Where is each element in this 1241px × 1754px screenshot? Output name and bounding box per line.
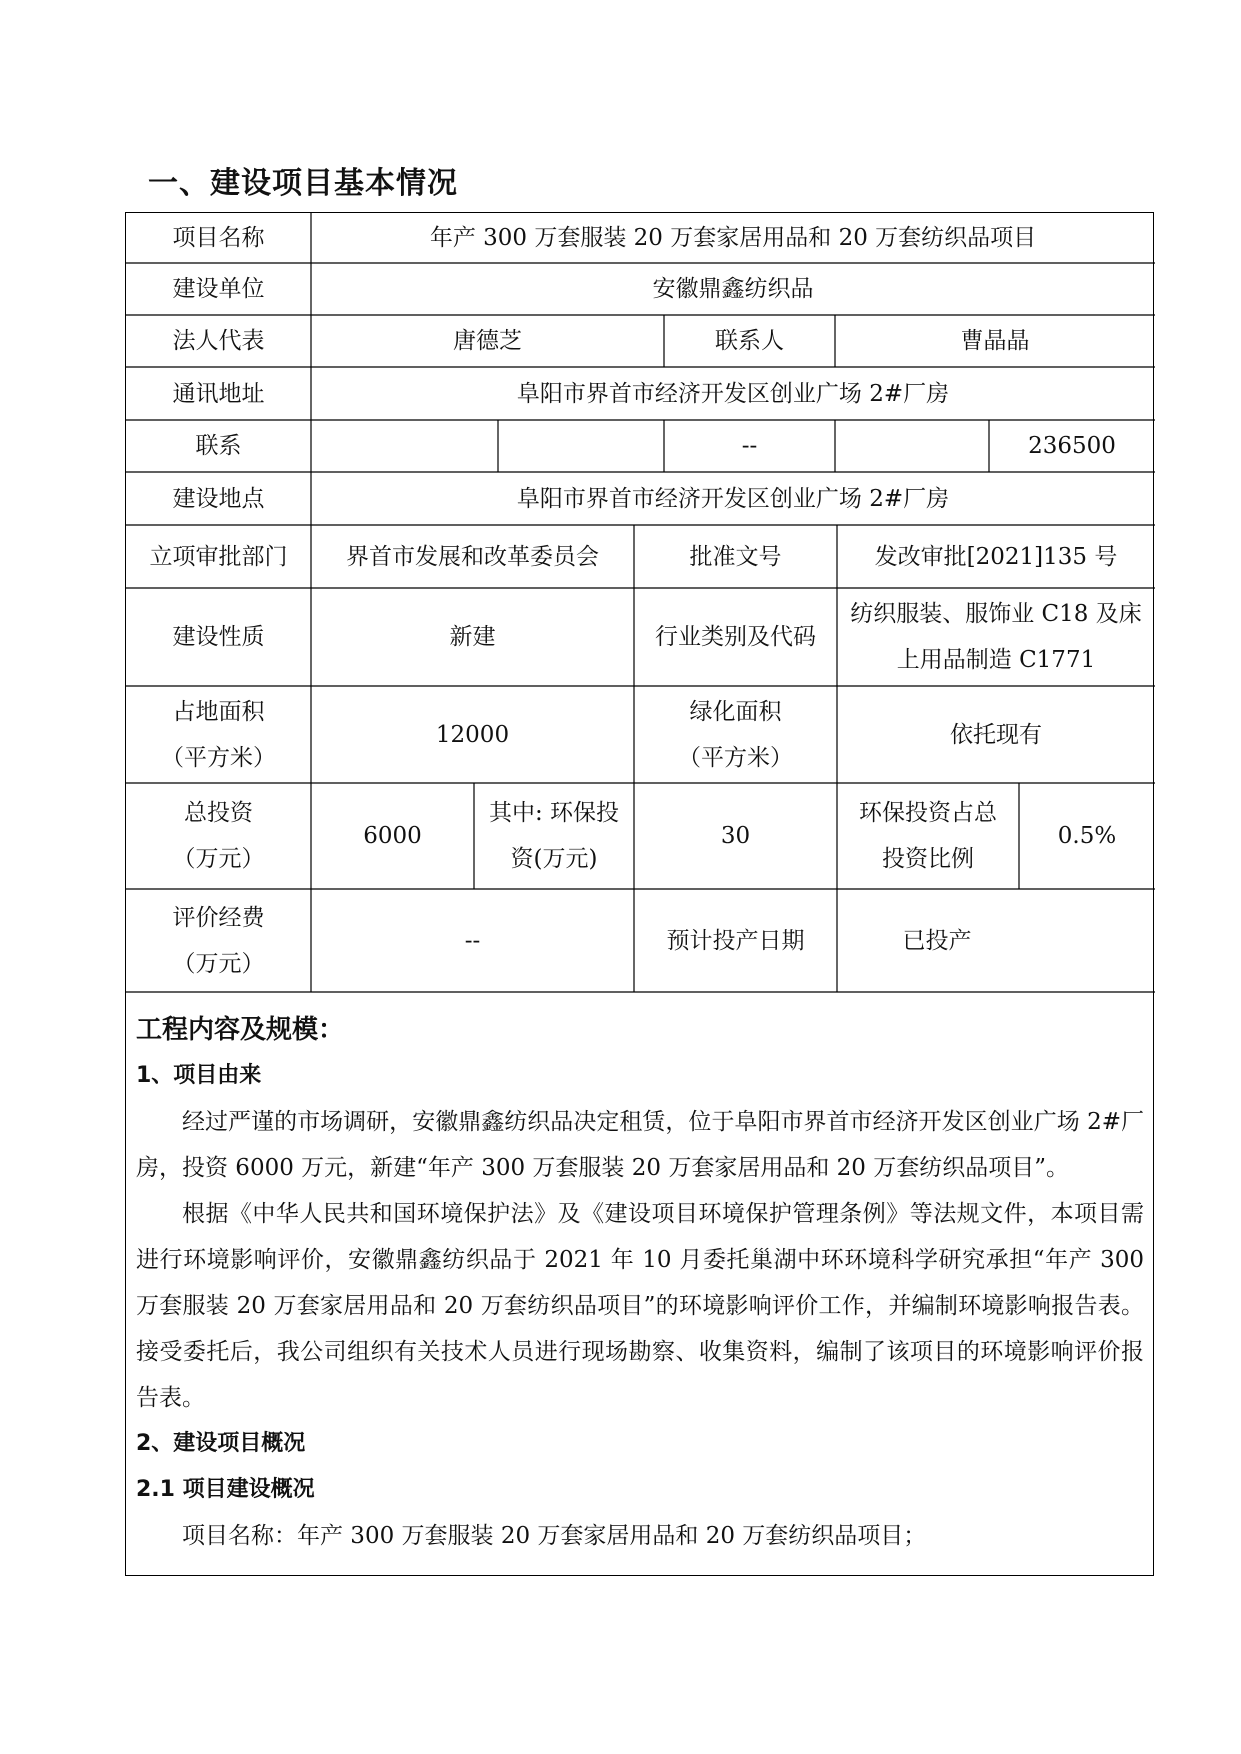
paragraph-project-name: 项目名称：年产 300 万套服装 20 万套家居用品和 20 万套纺织品项目； [182,1523,927,1549]
total-label-line-2: （万元） [172,846,265,872]
paragraph-basis: 根据《中华人民共和国环境保护法》及《建设项目环境保护管理条例》等法规文件，本项目需进行环境影响评价，安徽鼎鑫纺织品于 2021 年 10 月委托巢湖中环环境科学研究承担“年产 300 万套服装 20 万套家居用品和 20 万套纺织品项目”的环境影响评价工作，并编制环境影响报告表。接受委托后，我公司组织有关技术人员进行现场勘察、收集资料，编制了该项目的环境影响评价报告表。 [136,1201,1144,1411]
area-label-line-2: （平方米） [161,744,276,771]
green-area-label [634,686,837,783]
env-ratio-label [837,783,1019,889]
postcode-value: 236500 [1028,433,1116,459]
total-label-line-1: 总投资 [184,800,253,826]
green-label-line-1: 绿化面积 [689,698,782,725]
assessment-fee-value: -- [464,927,481,954]
project-info-table [125,212,1154,1576]
section-2-heading: 2、建设项目概况 [136,1431,306,1456]
industry-line-1: 纺织服装、服饰业 C18 及床 [850,601,1142,627]
builder-value: 安徽鼎鑫纺织品 [652,276,814,302]
builder-label: 建设单位 [172,276,265,302]
section-2-1-heading: 2.1 项目建设概况 [136,1477,315,1502]
env-label-line-1: 其中: 环保投 [488,800,620,826]
legal-rep-label: 法人代表 [172,328,265,354]
fee-label-line-2: （万元） [172,950,265,977]
ratio-label-line-1: 环保投资占总 [859,800,997,826]
industry-label: 行业类别及代码 [655,624,816,650]
area-value: 12000 [435,721,510,748]
site-label: 建设地点 [172,485,265,512]
industry-line-2: 上用品制造 C1771 [896,647,1096,673]
fee-label-line-1: 评价经费 [172,904,265,931]
project-name-value: 年产 300 万套服装 20 万套家居用品和 20 万套纺织品项目 [429,225,1037,251]
contact-dash: -- [741,433,758,459]
env-ratio-value: 0.5% [1057,823,1117,849]
paragraph-origin: 经过严谨的市场调研，安徽鼎鑫纺织品决定租赁，位于阜阳市界首市经济开发区创业广场 2#厂房，投资 6000 万元，新建“年产 300 万套服装 20 万套家居用品和 20 万套纺织品项目”。 [136,1109,1144,1181]
approval-dept-label: 立项审批部门 [149,543,288,570]
green-label-line-2: （平方米） [678,744,793,771]
total-investment-value: 6000 [363,823,422,849]
area-label [126,686,311,783]
production-date-label: 预计投产日期 [666,927,805,954]
project-name-label: 项目名称 [172,225,265,251]
contact-person-value: 曹晶晶 [960,328,1030,354]
project-content [136,1003,1144,1559]
env-investment-label [474,783,634,889]
ratio-label-line-2: 投资比例 [882,846,974,872]
industry-value [837,588,1155,686]
green-area-value: 依托现有 [950,721,1042,748]
env-label-line-2: 资(万元) [510,846,598,872]
content-title: 工程内容及规模： [136,1015,345,1045]
production-date-value: 已投产 [902,927,972,954]
area-label-line-1: 占地面积 [172,698,265,725]
contact-person-label: 联系人 [715,328,784,354]
assessment-fee-label [126,889,311,992]
nature-value: 新建 [449,624,496,650]
section-heading: 一、建设项目基本情况 [148,166,458,201]
approval-doc-value: 发改审批[2021]135 号 [874,543,1118,570]
env-investment-value: 30 [720,823,751,849]
section-1-heading: 1、项目由来 [136,1063,262,1088]
address-label: 通讯地址 [172,380,265,407]
address-value: 阜阳市界首市经济开发区创业广场 2#厂房 [516,380,950,407]
contact-label: 联系 [195,433,242,459]
total-investment-label [126,783,311,889]
approval-doc-label: 批准文号 [689,543,782,570]
site-value: 阜阳市界首市经济开发区创业广场 2#厂房 [516,485,950,512]
nature-label: 建设性质 [172,624,265,650]
legal-rep-value: 唐德芝 [453,328,522,354]
approval-dept-value: 界首市发展和改革委员会 [346,543,599,570]
